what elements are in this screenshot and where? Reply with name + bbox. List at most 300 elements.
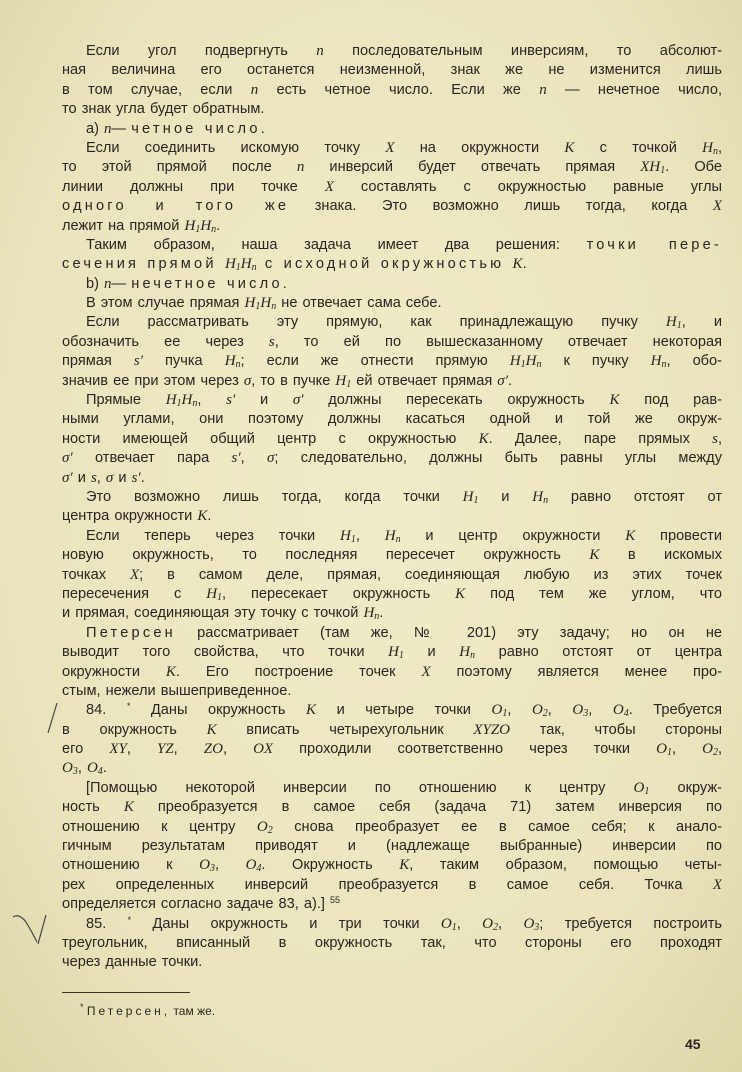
math-symbol: σ xyxy=(267,450,275,467)
text-span: треугольник, вписанный в окружность так, что стороны его проходят xyxy=(62,934,722,951)
footnote-divider xyxy=(62,992,190,993)
math-symbol: O xyxy=(86,760,98,777)
text-span: прямая xyxy=(62,353,134,370)
pencil-mark-84-icon xyxy=(44,700,60,736)
text-line xyxy=(62,372,722,391)
text-span: вписать четырехугольник xyxy=(216,721,474,738)
text-span: 55 xyxy=(330,895,341,906)
text-line xyxy=(62,469,722,488)
text-line xyxy=(62,255,722,274)
text-span: проходили соответственно через точки xyxy=(273,741,657,758)
text-span: к пучку xyxy=(541,353,651,370)
text-line xyxy=(62,178,722,197)
text-span: с исходной окружностью xyxy=(256,256,513,273)
text-span: . xyxy=(507,372,513,389)
text-line xyxy=(62,507,722,526)
text-span: отвечает пара xyxy=(72,450,232,467)
math-symbol: H xyxy=(650,353,662,370)
math-symbol: O xyxy=(491,702,503,719)
text-span: . xyxy=(379,605,384,622)
text-line xyxy=(62,566,722,585)
text-line xyxy=(62,740,722,759)
text-span: ; если же отнести прямую xyxy=(240,353,510,370)
math-symbol: X xyxy=(712,876,722,893)
text-span: Таким образом, наша задача имеет два решения: xyxy=(86,236,587,253)
text-span: стым, нежели вышеприведенное. xyxy=(62,682,292,699)
text-span: с точкой xyxy=(574,139,703,156)
math-symbol: H xyxy=(509,353,521,370)
math-symbol: X xyxy=(324,178,334,195)
text-span: четное число. xyxy=(131,120,268,137)
text-span: Если рассматривать эту прямую, как принадлежащую пучку xyxy=(86,314,666,331)
math-symbol: 1 xyxy=(195,223,201,235)
math-symbol: 2 xyxy=(712,747,718,759)
text-span: , обо- xyxy=(666,353,722,370)
math-symbol: σ xyxy=(105,469,114,486)
text-span: ными углами, они поэтому должны касаться одной и той же окруж- xyxy=(62,411,722,428)
math-symbol: 1 xyxy=(644,785,650,797)
math-symbol: 2 xyxy=(493,921,499,933)
math-symbol: n xyxy=(661,359,667,371)
text-span: на окружности xyxy=(394,139,565,156)
math-symbol: H xyxy=(459,644,471,661)
math-symbol: O xyxy=(656,741,667,758)
text-span: ; требуется построить xyxy=(539,915,722,932)
text-span: и xyxy=(478,488,533,505)
text-span: , и xyxy=(681,314,722,331)
math-symbol: n xyxy=(235,359,241,371)
text-span: , xyxy=(717,430,722,447)
text-span: отношению к xyxy=(62,857,200,874)
math-symbol: K xyxy=(625,527,636,544)
math-symbol: H xyxy=(525,353,537,370)
text-span: отношению к центру xyxy=(62,818,257,835)
text-line xyxy=(62,643,722,662)
math-symbol: n xyxy=(296,159,305,176)
text-span: ; в самом деле, прямая, соединяющая любую из этих точек xyxy=(139,566,722,583)
math-symbol: H xyxy=(388,644,399,661)
text-span: пучка xyxy=(142,353,225,370)
text-line xyxy=(62,779,722,798)
text-span: Это возможно лишь тогда, когда точки xyxy=(86,488,463,505)
math-symbol: K xyxy=(609,392,620,409)
text-line xyxy=(62,449,722,468)
text-line xyxy=(62,895,722,914)
text-span: через данные точки. xyxy=(62,954,203,971)
text-span: инверсий будет отвечать прямая xyxy=(304,159,641,176)
text-span: снова преобразует ее в самое себя; к анало- xyxy=(272,818,722,835)
text-span: окруж- xyxy=(649,779,722,796)
math-symbol: X xyxy=(129,566,140,583)
text-span: под рав- xyxy=(619,392,722,409)
text-line xyxy=(62,798,722,817)
text-span: , xyxy=(717,741,722,758)
math-symbol: 1 xyxy=(473,494,479,506)
text-span: — xyxy=(111,275,132,292)
math-symbol: s xyxy=(90,469,97,486)
text-line xyxy=(62,818,722,837)
text-line xyxy=(62,682,722,701)
footnote-star: * xyxy=(80,1002,84,1012)
math-symbol: O xyxy=(531,702,543,719)
text-span: , xyxy=(588,702,613,719)
text-span: центра окружности xyxy=(62,508,198,525)
math-symbol: 1 xyxy=(398,650,404,662)
text-span: . Окружность xyxy=(261,857,400,874)
text-line xyxy=(62,333,722,352)
text-span: в том случае, если xyxy=(62,81,251,98)
math-symbol: H xyxy=(244,295,256,312)
math-symbol: K xyxy=(512,256,523,273)
text-span: составлять с окружностью равные углы xyxy=(333,178,722,195)
math-symbol: n xyxy=(251,262,257,274)
math-symbol: H xyxy=(181,392,193,409)
math-symbol: n xyxy=(539,81,547,98)
math-symbol: 4 xyxy=(623,708,629,720)
math-symbol: H xyxy=(184,217,196,234)
math-symbol: K xyxy=(455,585,466,602)
text-span: ность xyxy=(62,799,124,816)
math-symbol: K xyxy=(478,430,489,447)
math-symbol: 1 xyxy=(176,398,182,410)
math-symbol: 1 xyxy=(502,708,508,720)
math-symbol: H xyxy=(335,372,347,389)
math-symbol: H xyxy=(363,605,375,622)
math-symbol: H xyxy=(165,392,177,409)
text-line xyxy=(62,953,722,972)
text-span: , xyxy=(240,450,268,467)
math-symbol: 2 xyxy=(267,824,273,836)
text-span: и центр окружности xyxy=(400,527,626,544)
text-span: — xyxy=(111,120,132,137)
footnote xyxy=(80,1000,215,1018)
math-symbol: 1 xyxy=(676,320,682,332)
math-symbol: XYZO xyxy=(473,721,511,738)
text-span: под тем же углом, что xyxy=(465,585,722,602)
math-symbol: 2 xyxy=(542,708,548,720)
text-span: нечетное число. xyxy=(131,275,291,292)
text-span: Если угол подвергнуть xyxy=(86,43,317,59)
text-span: b) xyxy=(86,275,105,292)
math-symbol: n xyxy=(211,223,217,235)
text-line xyxy=(62,604,722,623)
math-symbol: 1 xyxy=(346,378,352,390)
text-span: а) xyxy=(86,120,105,137)
footnote-author: Петерсен, xyxy=(86,1004,171,1018)
text-line xyxy=(62,217,722,236)
text-span: пересечения с xyxy=(62,585,207,602)
text-span: сечения прямой xyxy=(62,256,225,273)
math-symbol: n xyxy=(271,301,277,313)
text-span: , xyxy=(214,857,246,874)
text-span: — нечетное число, xyxy=(546,81,722,98)
math-symbol: 1 xyxy=(451,921,457,933)
text-span: Если теперь через точки xyxy=(86,527,340,544)
text-span: и прямая, соединяющая эту точку с точкой xyxy=(62,605,364,622)
page-number: 45 xyxy=(685,1036,701,1052)
text-line xyxy=(62,352,722,371)
math-symbol: 1 xyxy=(520,359,526,371)
text-line xyxy=(62,236,722,255)
math-symbol: n xyxy=(543,494,549,506)
math-symbol: O xyxy=(633,779,645,796)
text-span: , xyxy=(507,702,532,719)
math-symbol: 1 xyxy=(217,591,223,603)
text-span: 85. xyxy=(86,915,128,932)
text-line xyxy=(62,410,722,429)
math-symbol: 1 xyxy=(666,747,672,759)
text-line xyxy=(62,624,722,643)
text-span: , xyxy=(126,741,157,758)
math-symbol: O xyxy=(572,702,584,719)
text-span: точках xyxy=(62,566,130,583)
math-symbol: O xyxy=(523,915,535,932)
text-span: обозначить ее через xyxy=(62,333,269,350)
math-symbol: s′ xyxy=(231,450,241,467)
text-span: Прямые xyxy=(86,392,166,409)
text-span: поэтому является менее про- xyxy=(430,663,722,680)
text-span: , xyxy=(717,139,722,156)
math-symbol: σ′ xyxy=(292,392,304,409)
text-span: , xyxy=(547,702,573,719)
math-symbol: O xyxy=(62,760,73,777)
math-symbol: O xyxy=(482,915,494,932)
text-span: знака. Это возможно лишь тогда, когда xyxy=(289,198,713,215)
text-span: , пересекает окружность xyxy=(222,585,456,602)
math-symbol: σ xyxy=(243,372,252,389)
text-line xyxy=(62,313,722,332)
text-line xyxy=(62,934,722,953)
math-symbol: K xyxy=(165,663,176,680)
math-symbol: K xyxy=(399,857,410,874)
text-span: , xyxy=(197,392,227,409)
text-span: и четыре точки xyxy=(316,702,492,719)
text-line xyxy=(62,197,722,216)
text-span: Если соединить искомую точку xyxy=(86,139,386,156)
text-span: 84. xyxy=(86,702,127,719)
text-span: и xyxy=(113,469,132,486)
math-symbol: s′ xyxy=(226,392,236,409)
text-line xyxy=(62,61,722,80)
text-line xyxy=(62,856,722,875)
text-line xyxy=(62,391,722,410)
math-symbol: 1 xyxy=(235,262,241,274)
text-span: последовательным инверсиям, то абсолют- xyxy=(323,43,722,59)
text-span: значив ее при этом через xyxy=(62,372,244,389)
math-symbol: H xyxy=(340,527,351,544)
body-text xyxy=(62,42,722,973)
math-symbol: H xyxy=(384,527,396,544)
text-span: . xyxy=(522,256,527,273)
text-span: одного и того же xyxy=(62,198,290,215)
math-symbol: H xyxy=(224,256,236,273)
math-symbol: H xyxy=(240,256,252,273)
math-symbol: H xyxy=(200,217,212,234)
math-symbol: O xyxy=(245,857,257,874)
math-symbol: K xyxy=(206,721,217,738)
text-span: , xyxy=(456,915,483,932)
text-line xyxy=(62,430,722,449)
text-line xyxy=(62,585,722,604)
text-line xyxy=(62,876,722,895)
math-symbol: n xyxy=(395,533,401,545)
math-symbol: 3 xyxy=(583,708,589,720)
text-line xyxy=(62,100,722,119)
text-span: , xyxy=(498,915,524,932)
text-span: новую окружность, то последняя пересечет окружность xyxy=(62,547,590,564)
math-symbol: H xyxy=(702,139,713,156)
text-span: ности имеющей общий центр с окружностью xyxy=(62,430,479,447)
math-symbol: 1 xyxy=(350,533,356,545)
text-span: ; следовательно, должны быть равны углы между xyxy=(274,450,722,467)
text-span: рех определенных инверсий преобразуется в самое себя. Точка xyxy=(62,876,713,893)
text-line xyxy=(62,42,722,61)
math-symbol: 3 xyxy=(72,766,78,778)
text-span: гичным результатам приводят и (надлежаще выбранные) инверсии по xyxy=(62,838,722,855)
text-line xyxy=(62,275,722,294)
text-span: равно отстоят от xyxy=(548,488,722,505)
text-span: и xyxy=(403,644,460,661)
text-line xyxy=(62,837,722,856)
math-symbol: s xyxy=(712,430,718,447)
text-span: провести xyxy=(635,527,722,544)
text-span: и xyxy=(72,469,91,486)
math-symbol: s xyxy=(268,333,275,350)
math-symbol: n xyxy=(470,650,476,662)
text-span: . xyxy=(140,469,145,486)
math-symbol: ZO xyxy=(203,741,223,758)
text-span: и xyxy=(235,392,293,409)
text-span: линии должны при точке xyxy=(62,178,325,195)
math-symbol: σ′ xyxy=(62,450,73,467)
math-symbol: K xyxy=(589,547,600,564)
text-span: [Помощью некоторой инверсии по отношению к центру xyxy=(86,779,634,796)
math-symbol: σ′ xyxy=(497,372,508,389)
math-symbol: s′ xyxy=(133,353,143,370)
text-span: * xyxy=(126,701,131,712)
text-span: то этой прямой после xyxy=(62,159,297,176)
math-symbol: O xyxy=(256,818,268,835)
text-span: , xyxy=(77,760,87,777)
math-symbol: O xyxy=(702,741,713,758)
math-symbol: 3 xyxy=(534,921,540,933)
text-span: точки пере- xyxy=(586,236,722,253)
math-symbol: X xyxy=(385,139,395,156)
text-line xyxy=(62,158,722,177)
text-span: есть четное число. Если же xyxy=(258,81,540,98)
math-symbol: n xyxy=(316,43,324,59)
text-span: преобразуется в самое себя (задача 71) затем инверсия по xyxy=(133,799,722,816)
math-symbol: O xyxy=(440,915,452,932)
math-symbol: H xyxy=(462,488,474,505)
text-span: В этом случае прямая xyxy=(86,295,245,312)
text-span: , xyxy=(96,469,106,486)
text-span: . xyxy=(207,508,212,525)
text-line xyxy=(62,663,722,682)
math-symbol: n xyxy=(374,611,380,623)
text-span: , xyxy=(222,741,254,758)
text-span: лежит на прямой xyxy=(62,217,185,234)
math-symbol: n xyxy=(712,145,718,157)
math-symbol: 4 xyxy=(97,766,103,778)
pencil-mark-85-icon xyxy=(10,912,60,948)
math-symbol: 1 xyxy=(660,165,666,177)
text-span: то знак угла будет обратным. xyxy=(62,101,265,118)
text-line xyxy=(62,139,722,158)
math-symbol: XH xyxy=(640,159,661,176)
math-symbol: H xyxy=(665,314,677,331)
text-span: рассматривает (там же, № 201) эту задачу; но он не xyxy=(175,624,722,641)
math-symbol: n xyxy=(250,81,259,98)
math-symbol: 3 xyxy=(209,863,215,875)
text-span: , то ей по вышесказанному отвечает некоторая xyxy=(274,333,722,350)
text-line xyxy=(62,527,722,546)
math-symbol: K xyxy=(306,702,317,719)
text-span: должны пересекать окружность xyxy=(303,392,610,409)
math-symbol: s′ xyxy=(131,469,141,486)
text-line xyxy=(62,721,722,740)
math-symbol: H xyxy=(260,295,272,312)
text-span: равно отстоят от центра xyxy=(475,644,722,661)
text-line xyxy=(62,488,722,507)
text-line xyxy=(62,915,722,934)
math-symbol: n xyxy=(536,359,542,371)
text-line xyxy=(62,81,722,100)
math-symbol: YZ xyxy=(156,741,174,758)
text-span: * xyxy=(127,914,132,925)
text-line xyxy=(62,294,722,313)
text-span: не отвечает сама себе. xyxy=(276,295,442,312)
footnote-text: там же. xyxy=(170,1004,216,1018)
math-symbol: H xyxy=(224,353,236,370)
text-line xyxy=(62,546,722,565)
math-symbol: 4 xyxy=(256,863,262,875)
text-span: в окружность xyxy=(62,721,207,738)
math-symbol: H xyxy=(206,585,218,602)
text-line xyxy=(62,701,722,720)
text-span: , xyxy=(355,527,385,544)
math-symbol: σ′ xyxy=(62,469,73,486)
math-symbol: OX xyxy=(253,741,274,758)
math-symbol: n xyxy=(192,398,198,410)
math-symbol: H xyxy=(532,488,544,505)
text-line xyxy=(62,759,722,778)
math-symbol: 1 xyxy=(255,301,261,313)
math-symbol: XY xyxy=(109,741,127,758)
text-span: . Обе xyxy=(665,159,722,176)
text-span: . xyxy=(102,760,107,777)
text-span: так, чтобы стороны xyxy=(510,721,722,738)
math-symbol: O xyxy=(612,702,624,719)
math-symbol: X xyxy=(712,198,722,215)
text-span: Даны окружность xyxy=(130,702,307,719)
text-span: , то в пучке xyxy=(251,372,336,389)
text-span: , xyxy=(671,741,703,758)
math-symbol: K xyxy=(123,799,134,816)
text-line xyxy=(62,120,722,139)
text-span: выводит того свойства, что точки xyxy=(62,644,389,661)
text-span: . Далее, паре прямых xyxy=(488,430,713,447)
text-span: его xyxy=(62,741,110,758)
math-symbol: X xyxy=(421,663,431,680)
text-span: ная величина его останется неизменной, знак же не изменится лишь xyxy=(62,62,722,79)
text-span: , xyxy=(173,741,204,758)
text-span: окружности xyxy=(62,663,166,680)
math-symbol: K xyxy=(564,139,575,156)
text-span: ей отвечает прямая xyxy=(351,372,498,389)
math-symbol: O xyxy=(199,857,210,874)
text-span: в искомых xyxy=(599,547,722,564)
